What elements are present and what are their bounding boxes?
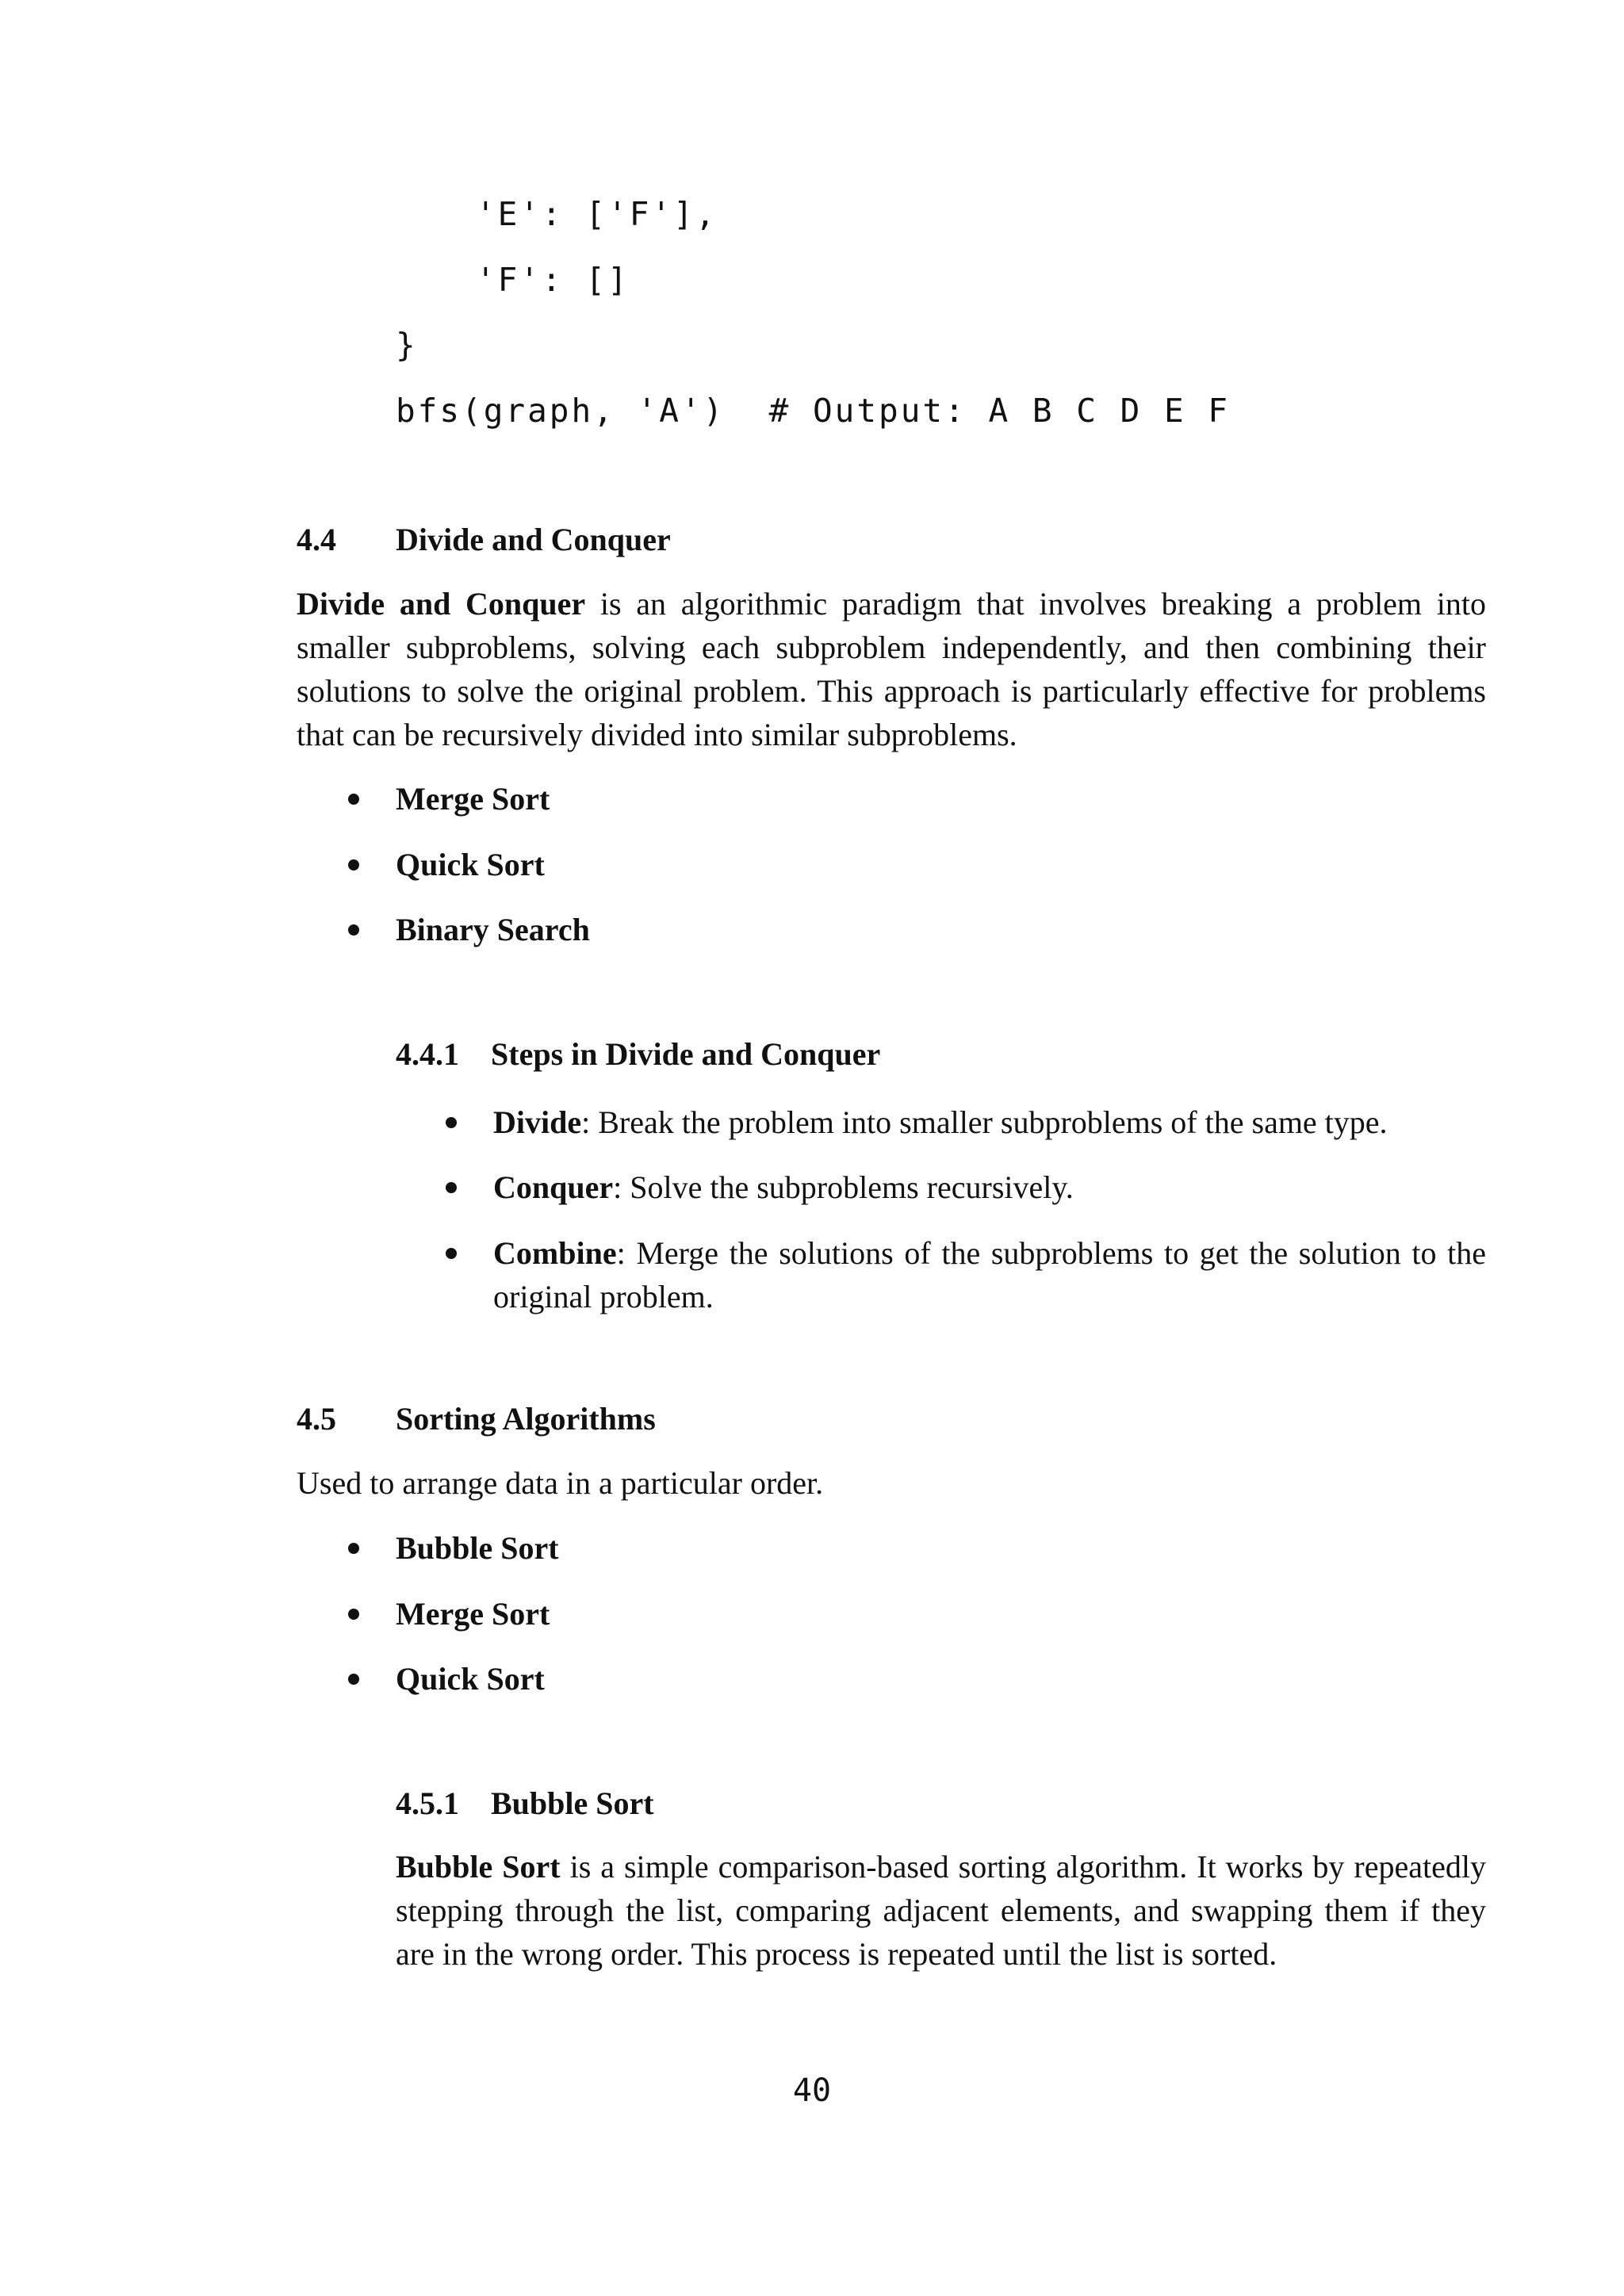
section-4-5-paragraph: Used to arrange data in a particular order. <box>297 1465 824 1501</box>
section-number: 4.5 <box>297 1401 336 1437</box>
paragraph-text: is a simple comparison-based sorting algorithm. It works by repeatedly stepping through the list, comparing adjacent elements, and swapping them if they are in the wrong order. This process is repeated until the list is sorted. <box>396 1849 1486 1972</box>
step-description: : Solve the subproblems recursively. <box>613 1169 1074 1205</box>
section-number: 4.4.1 <box>396 1036 459 1072</box>
list-item-label: Binary Search <box>396 912 590 947</box>
bullet-icon <box>348 1543 359 1554</box>
section-heading-4-5 <box>297 1400 656 1437</box>
code-bfs-call: bfs(graph, 'A') # Output: A B C D E F <box>396 392 1230 430</box>
section-title: Divide and Conquer <box>396 522 671 557</box>
bullet-icon <box>446 1182 457 1193</box>
section-heading-4-4 <box>297 521 671 558</box>
list-item <box>396 1592 550 1636</box>
section-number: 4.5.1 <box>396 1785 459 1821</box>
section-title: Steps in Divide and Conquer <box>491 1036 881 1072</box>
bullet-icon <box>446 1117 457 1128</box>
list-item <box>493 1231 1486 1318</box>
list-item-label: Merge Sort <box>396 1596 550 1632</box>
section-heading-4-5-1 <box>396 1785 654 1822</box>
step-term: Combine <box>493 1235 617 1271</box>
bullet-icon <box>348 859 359 871</box>
section-title: Bubble Sort <box>491 1785 654 1821</box>
section-title: Sorting Algorithms <box>396 1401 656 1437</box>
bullet-icon <box>348 1674 359 1685</box>
list-item <box>493 1165 1486 1209</box>
bold-term: Divide and Conquer <box>297 586 586 622</box>
paragraph-text: is an algorithmic paradigm that involves breaking a problem into smaller subproblems, solving each subproblem independently, and then combining their solutions to solve the original problem. This approach is particularly effective for problems that can be recursively divided into similar subproblems. <box>297 586 1486 752</box>
bold-term: Bubble Sort <box>396 1849 561 1885</box>
step-description: : Break the problem into smaller subproblems of the same type. <box>581 1104 1388 1140</box>
list-item-label: Merge Sort <box>396 781 550 817</box>
step-term: Divide <box>493 1104 582 1140</box>
code-line-f: 'F': [] <box>476 261 630 299</box>
section-4-4-paragraph <box>297 582 1486 756</box>
list-item <box>396 843 545 886</box>
code-closing-brace: } <box>396 326 418 364</box>
step-term: Conquer <box>493 1169 614 1205</box>
bullet-icon <box>446 1248 457 1259</box>
bullet-icon <box>348 794 359 805</box>
bullet-icon <box>348 924 359 936</box>
section-number: 4.4 <box>297 522 336 557</box>
list-item <box>396 1657 545 1701</box>
page-number: 40 <box>792 2072 832 2109</box>
list-item-label: Bubble Sort <box>396 1530 559 1566</box>
list-item-label: Quick Sort <box>396 1661 545 1697</box>
section-heading-4-4-1 <box>396 1035 880 1073</box>
section-4-5-1-paragraph <box>396 1845 1486 1976</box>
list-item-label: Quick Sort <box>396 847 545 882</box>
bullet-icon <box>348 1609 359 1620</box>
list-item <box>396 1526 559 1570</box>
list-item <box>396 777 550 821</box>
code-line-e: 'E': ['F'], <box>476 195 718 233</box>
step-description: : Merge the solutions of the subproblems to get the solution to the original problem. <box>493 1235 1486 1314</box>
list-item <box>396 908 590 951</box>
list-item <box>493 1100 1486 1144</box>
